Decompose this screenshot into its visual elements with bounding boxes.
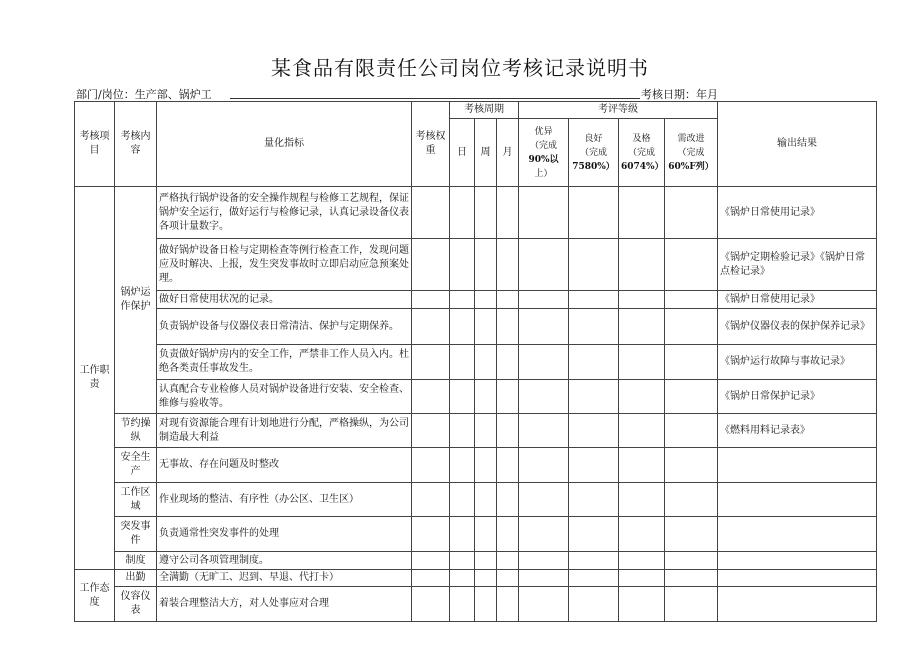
table-row <box>75 517 877 552</box>
indicator-cell: 认真配合专业检修人员对锅炉设备进行安装、安全检查、维修与验收等。 <box>157 380 412 414</box>
department-label: 部门/岗位：生产部、锅炉工 <box>76 88 212 101</box>
indicator-cell: 作业现场的整洁、有序性（办公区、卫生区） <box>157 483 412 517</box>
table-row <box>75 345 877 380</box>
output-cell: 《锅炉日常使用记录》 <box>718 291 877 309</box>
output-cell: 《锅炉定期检验记录》《锅炉日常点检记录》 <box>718 239 877 291</box>
content-safety: 安全生产 <box>115 448 157 483</box>
empty-cell <box>519 291 569 309</box>
empty-cell <box>412 517 450 552</box>
empty-cell <box>475 414 497 448</box>
empty-cell <box>569 570 619 587</box>
empty-cell <box>569 587 619 622</box>
empty-cell <box>497 570 519 587</box>
assessment-table <box>74 101 877 622</box>
header-weight: 考核权重 <box>412 102 450 187</box>
empty-cell <box>619 345 665 380</box>
empty-cell <box>619 187 665 239</box>
indicator-cell: 全满勤（无旷工、迟到、早退、代打卡） <box>157 570 412 587</box>
empty-cell <box>619 570 665 587</box>
grade-pass <box>619 119 665 187</box>
table-row <box>75 570 877 587</box>
header-day: 日 <box>450 119 475 187</box>
empty-cell <box>450 587 475 622</box>
empty-cell <box>665 570 718 587</box>
empty-cell <box>619 517 665 552</box>
indicator-cell: 负责锅炉设备与仪器仪表日常清洁、保护与定期保养。 <box>157 309 412 345</box>
empty-cell <box>665 309 718 345</box>
table-row <box>75 552 877 570</box>
empty-cell <box>450 570 475 587</box>
output-cell: 《锅炉运行故障与事故记录》 <box>718 345 877 380</box>
table-row <box>75 380 877 414</box>
content-emergency: 突发事件 <box>115 517 157 552</box>
output-cell <box>718 570 877 587</box>
empty-cell <box>665 291 718 309</box>
empty-cell <box>665 414 718 448</box>
empty-cell <box>619 309 665 345</box>
table-row <box>75 239 877 291</box>
output-cell: 《燃料用料记录表》 <box>718 414 877 448</box>
empty-cell <box>569 517 619 552</box>
header-output: 输出结果 <box>718 102 877 187</box>
grade-excellent-end: 上） <box>534 168 553 179</box>
grade-excellent-label: 优异 <box>534 126 553 137</box>
grade-improve-pct: 60%F列） <box>668 161 714 172</box>
empty-cell <box>519 309 569 345</box>
content-system: 制度 <box>115 552 157 570</box>
empty-cell <box>497 309 519 345</box>
empty-cell <box>519 552 569 570</box>
empty-cell <box>412 552 450 570</box>
grade-excellent <box>519 119 569 187</box>
empty-cell <box>475 239 497 291</box>
empty-cell <box>450 517 475 552</box>
empty-cell <box>665 552 718 570</box>
indicator-cell: 遵守公司各项管理制度。 <box>157 552 412 570</box>
empty-cell <box>450 187 475 239</box>
empty-cell <box>450 380 475 414</box>
empty-cell <box>475 187 497 239</box>
empty-cell <box>475 587 497 622</box>
empty-cell <box>665 345 718 380</box>
content-appearance: 仪容仪表 <box>115 587 157 622</box>
empty-cell <box>497 187 519 239</box>
indicator-cell: 无事故、存在问题及时整改 <box>157 448 412 483</box>
empty-cell <box>497 345 519 380</box>
empty-cell <box>519 414 569 448</box>
table-row <box>75 309 877 345</box>
empty-cell <box>475 448 497 483</box>
empty-cell <box>665 448 718 483</box>
table-row <box>75 448 877 483</box>
output-cell <box>718 483 877 517</box>
grade-excellent-pct: 90%以 <box>528 154 559 165</box>
indicator-cell: 做好日常使用状况的记录。 <box>157 291 412 309</box>
grade-excellent-sub: （完成 <box>529 140 557 151</box>
indicator-cell: 做好锅炉设备日检与定期检查等例行检查工作，发现问题应及时解决、上报，发生突发事故时立即启动应急预案处理。 <box>157 239 412 291</box>
header-item: 考核项目 <box>75 102 115 187</box>
empty-cell <box>619 587 665 622</box>
grade-pass-pct: 6074%） <box>621 161 664 172</box>
table-row <box>75 187 877 239</box>
header-content: 考核内容 <box>115 102 157 187</box>
empty-cell <box>412 448 450 483</box>
empty-cell <box>412 570 450 587</box>
indicator-cell: 着装合理整洁大方，对人处事应对合理 <box>157 587 412 622</box>
empty-cell <box>569 291 619 309</box>
output-cell: 《锅炉仪器仪表的保护保养记录》 <box>718 309 877 345</box>
grade-pass-sub: （完成 <box>627 147 655 158</box>
empty-cell <box>450 345 475 380</box>
empty-cell <box>569 380 619 414</box>
empty-cell <box>412 309 450 345</box>
empty-cell <box>497 291 519 309</box>
group-duty: 工作职责 <box>75 187 115 570</box>
grade-good-sub: （完成 <box>579 147 607 158</box>
grade-good <box>569 119 619 187</box>
empty-cell <box>569 448 619 483</box>
header-month: 月 <box>497 119 519 187</box>
empty-cell <box>519 239 569 291</box>
indicator-cell: 负责通常性突发事件的处理 <box>157 517 412 552</box>
content-boiler: 锅炉运作保护 <box>115 187 157 414</box>
empty-cell <box>497 239 519 291</box>
empty-cell <box>475 309 497 345</box>
empty-cell <box>412 587 450 622</box>
table-row <box>75 587 877 622</box>
empty-cell <box>412 345 450 380</box>
empty-cell <box>519 517 569 552</box>
output-cell: 《锅炉日常使用记录》 <box>718 187 877 239</box>
empty-cell <box>450 239 475 291</box>
output-cell: 《锅炉日常保护记录》 <box>718 380 877 414</box>
empty-cell <box>569 187 619 239</box>
grade-good-pct: 7580%） <box>572 161 615 172</box>
empty-cell <box>519 345 569 380</box>
empty-cell <box>475 552 497 570</box>
empty-cell <box>569 414 619 448</box>
empty-cell <box>475 517 497 552</box>
group-attitude: 工作态度 <box>75 570 115 622</box>
header-week: 周 <box>475 119 497 187</box>
document-title: 某食品有限责任公司岗位考核记录说明书 <box>271 56 649 80</box>
empty-cell <box>450 309 475 345</box>
empty-cell <box>665 483 718 517</box>
grade-improve <box>665 119 718 187</box>
grade-improve-label: 需改进 <box>677 133 705 144</box>
output-cell <box>718 517 877 552</box>
empty-cell <box>619 380 665 414</box>
empty-cell <box>619 483 665 517</box>
empty-cell <box>619 448 665 483</box>
empty-cell <box>569 483 619 517</box>
content-attendance: 出勤 <box>115 570 157 587</box>
empty-cell <box>665 380 718 414</box>
table-row <box>75 414 877 448</box>
content-saving: 节约操纵 <box>115 414 157 448</box>
assessment-date-label: 考核日期：年月 <box>641 88 718 101</box>
empty-cell <box>569 239 619 291</box>
grade-good-label: 良好 <box>584 133 603 144</box>
empty-cell <box>519 380 569 414</box>
empty-cell <box>497 587 519 622</box>
empty-cell <box>569 345 619 380</box>
grade-pass-label: 及格 <box>632 133 651 144</box>
empty-cell <box>519 570 569 587</box>
empty-cell <box>450 483 475 517</box>
empty-cell <box>497 552 519 570</box>
empty-cell <box>412 483 450 517</box>
header-grade: 考评等级 <box>519 102 718 119</box>
header-cycle: 考核周期 <box>450 102 519 119</box>
underline-divider <box>230 98 640 99</box>
grade-improve-sub: （完成 <box>677 147 705 158</box>
empty-cell <box>665 587 718 622</box>
empty-cell <box>665 239 718 291</box>
empty-cell <box>519 483 569 517</box>
empty-cell <box>619 239 665 291</box>
empty-cell <box>497 380 519 414</box>
indicator-cell: 对现有资源能合理有计划地进行分配，严格操纵，为公司制造最大利益 <box>157 414 412 448</box>
output-cell <box>718 448 877 483</box>
empty-cell <box>412 380 450 414</box>
empty-cell <box>475 380 497 414</box>
output-cell <box>718 587 877 622</box>
output-cell <box>718 552 877 570</box>
empty-cell <box>619 291 665 309</box>
empty-cell <box>412 291 450 309</box>
empty-cell <box>412 414 450 448</box>
empty-cell <box>475 345 497 380</box>
empty-cell <box>450 552 475 570</box>
table-row <box>75 483 877 517</box>
table-row <box>75 291 877 309</box>
empty-cell <box>497 483 519 517</box>
empty-cell <box>497 517 519 552</box>
empty-cell <box>665 517 718 552</box>
empty-cell <box>412 187 450 239</box>
empty-cell <box>569 552 619 570</box>
empty-cell <box>497 414 519 448</box>
empty-cell <box>619 552 665 570</box>
empty-cell <box>519 187 569 239</box>
indicator-cell: 负责做好锅炉房内的安全工作，严禁非工作人员入内。杜绝各类责任事故发生。 <box>157 345 412 380</box>
empty-cell <box>497 448 519 483</box>
empty-cell <box>450 414 475 448</box>
empty-cell <box>475 483 497 517</box>
empty-cell <box>412 239 450 291</box>
header-indicator: 量化指标 <box>157 102 412 187</box>
empty-cell <box>619 414 665 448</box>
empty-cell <box>475 570 497 587</box>
empty-cell <box>450 448 475 483</box>
empty-cell <box>665 187 718 239</box>
content-area: 工作区域 <box>115 483 157 517</box>
header-row-1 <box>75 102 877 119</box>
empty-cell <box>519 587 569 622</box>
empty-cell <box>519 448 569 483</box>
empty-cell <box>450 291 475 309</box>
empty-cell <box>569 309 619 345</box>
empty-cell <box>475 291 497 309</box>
indicator-cell: 严格执行锅炉设备的安全操作规程与检修工艺规程，保证锅炉安全运行，做好运行与检修记录，认真记录设备仪表各项计量数字。 <box>157 187 412 239</box>
